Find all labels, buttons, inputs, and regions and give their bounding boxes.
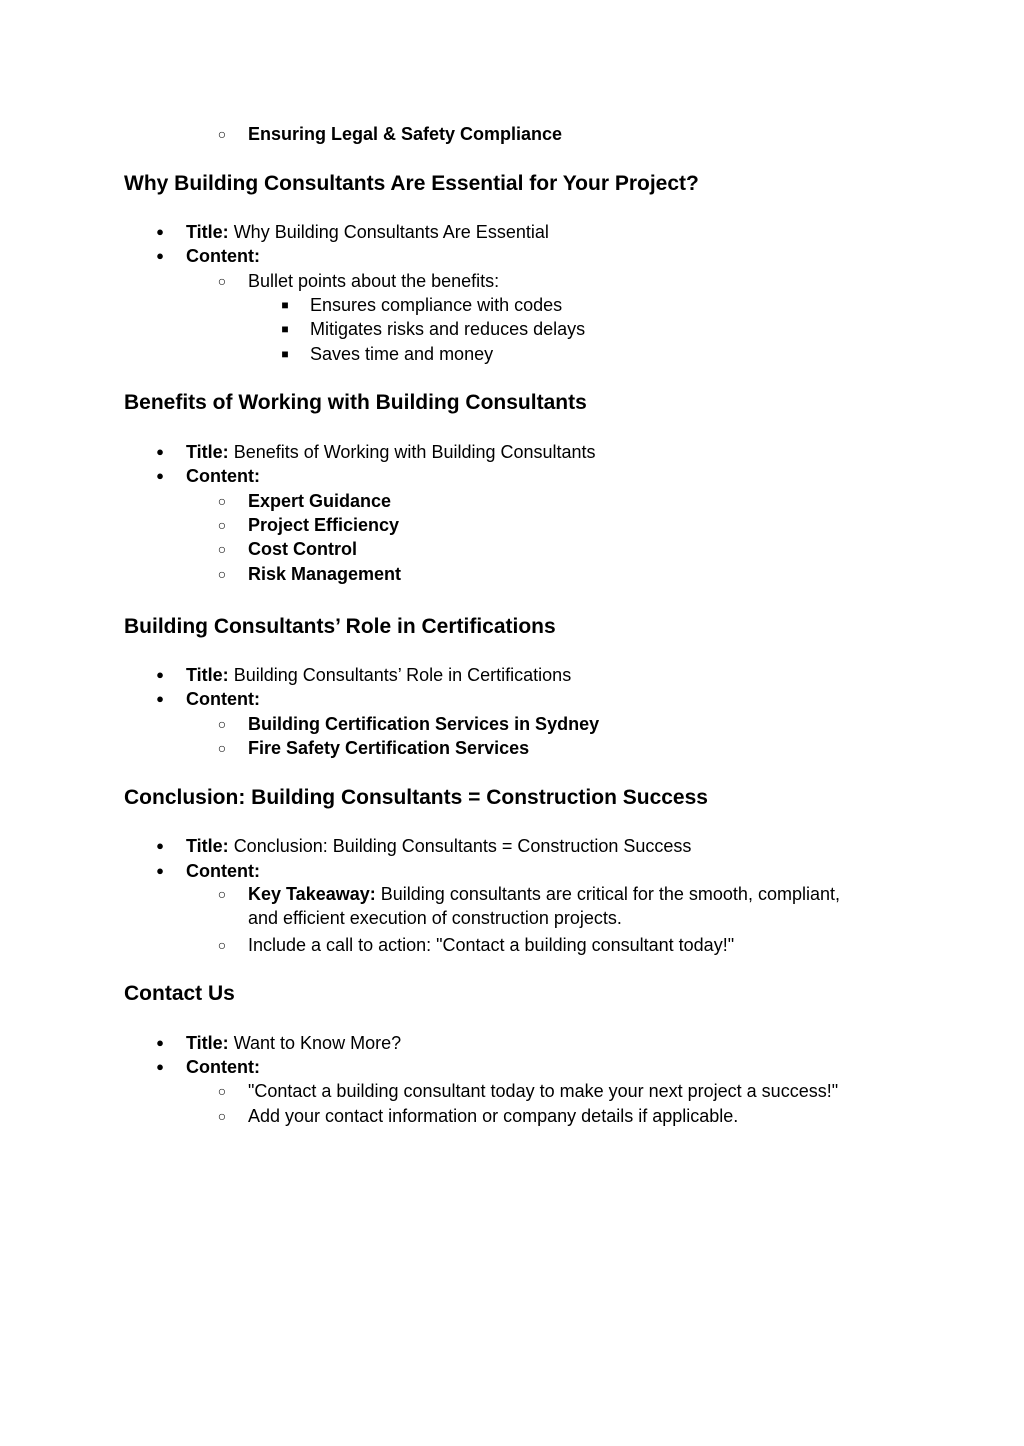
square-bullet-icon: ■ xyxy=(281,322,289,336)
title-line xyxy=(186,664,571,686)
bullet-icon: ● xyxy=(156,248,164,263)
list-item: Saves time and money xyxy=(310,344,494,364)
section-heading-benefits: Benefits of Working with Building Consultants xyxy=(124,391,587,414)
list-item: Fire Safety Certification Services xyxy=(248,738,530,758)
title-line xyxy=(186,835,691,857)
title-value: Conclusion: Building Consultants = Construction Success xyxy=(233,836,692,856)
list-item: Expert Guidance xyxy=(248,491,392,511)
list-item: Bullet points about the benefits: xyxy=(248,271,500,291)
title-label: Title: xyxy=(186,1033,229,1053)
circle-bullet-icon: ○ xyxy=(217,517,227,533)
list-item: Add your contact information or company details if applicable. xyxy=(248,1106,739,1126)
title-value: Why Building Consultants Are Essential xyxy=(233,222,549,242)
key-takeaway-continuation: and efficient execution of construction projects. xyxy=(248,908,622,928)
section-heading-certifications: Building Consultants’ Role in Certifications xyxy=(124,615,556,638)
content-label: Content: xyxy=(186,1057,260,1077)
title-value: Benefits of Working with Building Consultants xyxy=(233,442,596,462)
title-line xyxy=(186,441,596,463)
bullet-icon: ● xyxy=(156,224,164,239)
circle-bullet-icon: ○ xyxy=(217,273,227,289)
list-item: Include a call to action: "Contact a building consultant today!" xyxy=(248,935,735,955)
title-label: Title: xyxy=(186,836,229,856)
title-value: Want to Know More? xyxy=(233,1033,402,1053)
circle-bullet-icon: ○ xyxy=(217,566,227,582)
square-bullet-icon: ■ xyxy=(281,347,289,361)
list-item: Risk Management xyxy=(248,564,402,584)
bullet-icon: ● xyxy=(156,1035,164,1050)
square-bullet-icon: ■ xyxy=(281,298,289,312)
content-label: Content: xyxy=(186,861,260,881)
circle-bullet-icon: ○ xyxy=(217,886,227,902)
key-takeaway-line xyxy=(248,883,840,905)
circle-bullet-icon: ○ xyxy=(217,126,227,142)
title-line xyxy=(186,1032,401,1054)
section-heading-why: Why Building Consultants Are Essential for Your Project? xyxy=(124,172,699,195)
circle-bullet-icon: ○ xyxy=(217,740,227,756)
circle-bullet-icon: ○ xyxy=(217,541,227,557)
list-item: Ensures compliance with codes xyxy=(310,295,563,315)
bullet-icon: ● xyxy=(156,838,164,853)
list-item: "Contact a building consultant today to make your next project a success!" xyxy=(248,1081,839,1101)
bullet-icon: ● xyxy=(156,444,164,459)
circle-bullet-icon: ○ xyxy=(217,716,227,732)
bullet-icon: ● xyxy=(156,691,164,706)
bullet-icon: ● xyxy=(156,863,164,878)
list-item: Project Efficiency xyxy=(248,515,400,535)
key-takeaway-label: Key Takeaway: xyxy=(248,884,376,904)
bullet-icon: ● xyxy=(156,468,164,483)
bullet-icon: ● xyxy=(156,1059,164,1074)
title-line xyxy=(186,221,549,243)
circle-bullet-icon: ○ xyxy=(217,493,227,509)
key-takeaway-text: Building consultants are critical for the smooth, compliant, xyxy=(380,884,840,904)
list-item: Cost Control xyxy=(248,539,357,559)
circle-bullet-icon: ○ xyxy=(217,1083,227,1099)
title-label: Title: xyxy=(186,665,229,685)
bullet-icon: ● xyxy=(156,667,164,682)
title-label: Title: xyxy=(186,442,229,462)
content-label: Content: xyxy=(186,246,260,266)
section-heading-conclusion: Conclusion: Building Consultants = Construction Success xyxy=(124,786,708,809)
section-heading-contact: Contact Us xyxy=(124,982,235,1005)
circle-bullet-icon: ○ xyxy=(217,937,227,953)
content-label: Content: xyxy=(186,466,260,486)
list-item: Building Certification Services in Sydney xyxy=(248,714,600,734)
list-item: Mitigates risks and reduces delays xyxy=(310,319,586,339)
title-value: Building Consultants’ Role in Certifications xyxy=(233,665,572,685)
title-label: Title: xyxy=(186,222,229,242)
content-label: Content: xyxy=(186,689,260,709)
circle-bullet-icon: ○ xyxy=(217,1108,227,1124)
intro-item: Ensuring Legal & Safety Compliance xyxy=(248,124,563,144)
